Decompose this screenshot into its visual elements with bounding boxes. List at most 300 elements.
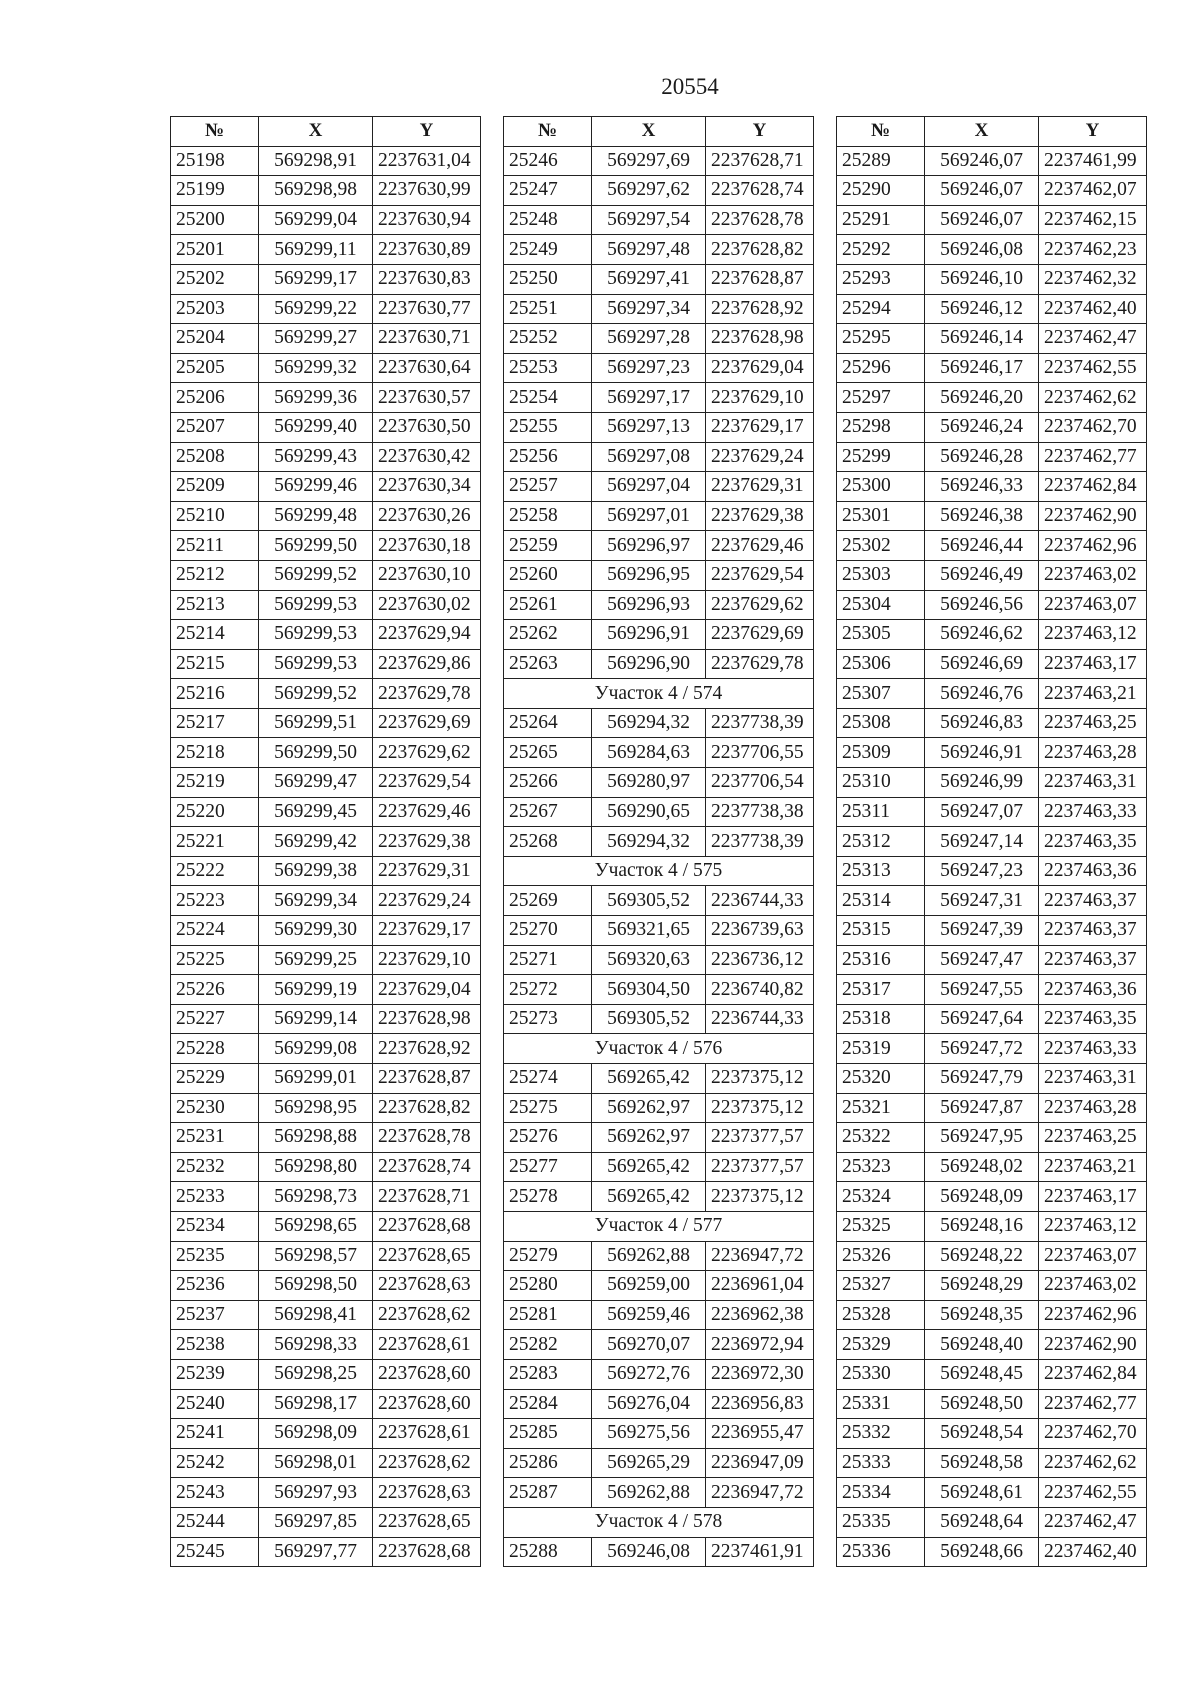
column-header-number: № xyxy=(171,117,259,147)
y-coordinate-cell: 2237629,78 xyxy=(706,649,814,679)
x-coordinate-cell: 569297,77 xyxy=(259,1537,373,1567)
y-coordinate-cell: 2237463,35 xyxy=(1039,827,1147,857)
point-number-cell: 25276 xyxy=(504,1123,592,1153)
table-row xyxy=(504,235,814,265)
x-coordinate-cell: 569299,53 xyxy=(259,590,373,620)
table-row xyxy=(837,1034,1147,1064)
y-coordinate-cell: 2237630,99 xyxy=(373,176,481,206)
point-number-cell: 25206 xyxy=(171,383,259,413)
table-row xyxy=(504,176,814,206)
x-coordinate-cell: 569299,04 xyxy=(259,205,373,235)
x-coordinate-cell: 569299,01 xyxy=(259,1064,373,1094)
table-row xyxy=(171,1448,481,1478)
x-coordinate-cell: 569248,58 xyxy=(925,1448,1039,1478)
point-number-cell: 25307 xyxy=(837,679,925,709)
point-number-cell: 25244 xyxy=(171,1507,259,1537)
y-coordinate-cell: 2237463,21 xyxy=(1039,679,1147,709)
x-coordinate-cell: 569299,36 xyxy=(259,383,373,413)
y-coordinate-cell: 2237463,21 xyxy=(1039,1152,1147,1182)
y-coordinate-cell: 2237462,40 xyxy=(1039,1537,1147,1567)
table-row xyxy=(504,1064,814,1094)
point-number-cell: 25328 xyxy=(837,1300,925,1330)
table-row xyxy=(171,827,481,857)
y-coordinate-cell: 2237377,57 xyxy=(706,1123,814,1153)
table-row xyxy=(504,1004,814,1034)
y-coordinate-cell: 2237463,28 xyxy=(1039,738,1147,768)
point-number-cell: 25237 xyxy=(171,1300,259,1330)
x-coordinate-cell: 569299,43 xyxy=(259,442,373,472)
y-coordinate-cell: 2237631,04 xyxy=(373,146,481,176)
table-row xyxy=(837,1211,1147,1241)
y-coordinate-cell: 2237629,62 xyxy=(373,738,481,768)
point-number-cell: 25292 xyxy=(837,235,925,265)
point-number-cell: 25322 xyxy=(837,1123,925,1153)
y-coordinate-cell: 2237462,90 xyxy=(1039,501,1147,531)
point-number-cell: 25199 xyxy=(171,176,259,206)
point-number-cell: 25282 xyxy=(504,1330,592,1360)
x-coordinate-cell: 569299,34 xyxy=(259,886,373,916)
y-coordinate-cell: 2237463,17 xyxy=(1039,1182,1147,1212)
point-number-cell: 25305 xyxy=(837,620,925,650)
point-number-cell: 25293 xyxy=(837,264,925,294)
y-coordinate-cell: 2237628,61 xyxy=(373,1419,481,1449)
y-coordinate-cell: 2237462,62 xyxy=(1039,383,1147,413)
point-number-cell: 25314 xyxy=(837,886,925,916)
x-coordinate-cell: 569294,32 xyxy=(592,827,706,857)
table-row xyxy=(171,1359,481,1389)
point-number-cell: 25236 xyxy=(171,1271,259,1301)
table-row xyxy=(504,1478,814,1508)
point-number-cell: 25323 xyxy=(837,1152,925,1182)
point-number-cell: 25264 xyxy=(504,708,592,738)
y-coordinate-cell: 2237462,84 xyxy=(1039,472,1147,502)
x-coordinate-cell: 569298,65 xyxy=(259,1211,373,1241)
y-coordinate-cell: 2237463,36 xyxy=(1039,975,1147,1005)
point-number-cell: 25234 xyxy=(171,1211,259,1241)
table-row xyxy=(171,205,481,235)
x-coordinate-cell: 569297,28 xyxy=(592,324,706,354)
y-coordinate-cell: 2237628,65 xyxy=(373,1507,481,1537)
x-coordinate-cell: 569299,25 xyxy=(259,945,373,975)
point-number-cell: 25223 xyxy=(171,886,259,916)
y-coordinate-cell: 2237462,84 xyxy=(1039,1359,1147,1389)
x-coordinate-cell: 569259,00 xyxy=(592,1271,706,1301)
table-row xyxy=(837,324,1147,354)
x-coordinate-cell: 569246,20 xyxy=(925,383,1039,413)
x-coordinate-cell: 569299,38 xyxy=(259,856,373,886)
y-coordinate-cell: 2236947,72 xyxy=(706,1241,814,1271)
y-coordinate-cell: 2237462,55 xyxy=(1039,1478,1147,1508)
y-coordinate-cell: 2237463,36 xyxy=(1039,856,1147,886)
table-row xyxy=(171,560,481,590)
x-coordinate-cell: 569298,41 xyxy=(259,1300,373,1330)
y-coordinate-cell: 2237630,02 xyxy=(373,590,481,620)
section-label: Участок 4 / 577 xyxy=(504,1211,814,1241)
x-coordinate-cell: 569247,23 xyxy=(925,856,1039,886)
x-coordinate-cell: 569262,97 xyxy=(592,1123,706,1153)
table-row xyxy=(504,1389,814,1419)
point-number-cell: 25218 xyxy=(171,738,259,768)
point-number-cell: 25278 xyxy=(504,1182,592,1212)
x-coordinate-cell: 569296,93 xyxy=(592,590,706,620)
point-number-cell: 25240 xyxy=(171,1389,259,1419)
table-row xyxy=(837,886,1147,916)
point-number-cell: 25210 xyxy=(171,501,259,531)
table-row xyxy=(171,472,481,502)
column-header-y: Y xyxy=(706,117,814,147)
table-row xyxy=(171,916,481,946)
point-number-cell: 25302 xyxy=(837,531,925,561)
section-row xyxy=(504,856,814,886)
column-header-y: Y xyxy=(373,117,481,147)
section-row xyxy=(504,1211,814,1241)
y-coordinate-cell: 2237629,10 xyxy=(706,383,814,413)
x-coordinate-cell: 569262,97 xyxy=(592,1093,706,1123)
y-coordinate-cell: 2237375,12 xyxy=(706,1064,814,1094)
table-row xyxy=(504,205,814,235)
x-coordinate-cell: 569298,17 xyxy=(259,1389,373,1419)
table-row xyxy=(171,176,481,206)
x-coordinate-cell: 569297,04 xyxy=(592,472,706,502)
table-row xyxy=(171,442,481,472)
point-number-cell: 25198 xyxy=(171,146,259,176)
table-row xyxy=(171,1537,481,1567)
x-coordinate-cell: 569246,38 xyxy=(925,501,1039,531)
y-coordinate-cell: 2237629,17 xyxy=(373,916,481,946)
point-number-cell: 25275 xyxy=(504,1093,592,1123)
y-coordinate-cell: 2237628,92 xyxy=(706,294,814,324)
x-coordinate-cell: 569297,01 xyxy=(592,501,706,531)
x-coordinate-cell: 569247,87 xyxy=(925,1093,1039,1123)
table-row xyxy=(837,1123,1147,1153)
point-number-cell: 25317 xyxy=(837,975,925,1005)
table-row xyxy=(171,679,481,709)
y-coordinate-cell: 2237629,94 xyxy=(373,620,481,650)
y-coordinate-cell: 2237706,55 xyxy=(706,738,814,768)
point-number-cell: 25202 xyxy=(171,264,259,294)
x-coordinate-cell: 569297,34 xyxy=(592,294,706,324)
table-row xyxy=(171,324,481,354)
y-coordinate-cell: 2237463,07 xyxy=(1039,590,1147,620)
table-row xyxy=(504,620,814,650)
y-coordinate-cell: 2237462,55 xyxy=(1039,353,1147,383)
point-number-cell: 25283 xyxy=(504,1359,592,1389)
x-coordinate-cell: 569299,22 xyxy=(259,294,373,324)
table-row xyxy=(837,501,1147,531)
point-number-cell: 25214 xyxy=(171,620,259,650)
y-coordinate-cell: 2237630,64 xyxy=(373,353,481,383)
table-row xyxy=(171,590,481,620)
point-number-cell: 25320 xyxy=(837,1064,925,1094)
x-coordinate-cell: 569265,29 xyxy=(592,1448,706,1478)
y-coordinate-cell: 2237628,98 xyxy=(373,1004,481,1034)
x-coordinate-cell: 569247,72 xyxy=(925,1034,1039,1064)
x-coordinate-cell: 569246,07 xyxy=(925,146,1039,176)
point-number-cell: 25263 xyxy=(504,649,592,679)
point-number-cell: 25319 xyxy=(837,1034,925,1064)
point-number-cell: 25321 xyxy=(837,1093,925,1123)
x-coordinate-cell: 569299,53 xyxy=(259,649,373,679)
point-number-cell: 25222 xyxy=(171,856,259,886)
x-coordinate-cell: 569298,25 xyxy=(259,1359,373,1389)
y-coordinate-cell: 2237630,77 xyxy=(373,294,481,324)
x-coordinate-cell: 569299,27 xyxy=(259,324,373,354)
y-coordinate-cell: 2237463,33 xyxy=(1039,797,1147,827)
y-coordinate-cell: 2237630,94 xyxy=(373,205,481,235)
x-coordinate-cell: 569265,42 xyxy=(592,1152,706,1182)
x-coordinate-cell: 569248,35 xyxy=(925,1300,1039,1330)
point-number-cell: 25225 xyxy=(171,945,259,975)
point-number-cell: 25269 xyxy=(504,886,592,916)
table-row xyxy=(837,738,1147,768)
table-row xyxy=(504,353,814,383)
y-coordinate-cell: 2237628,71 xyxy=(706,146,814,176)
x-coordinate-cell: 569304,50 xyxy=(592,975,706,1005)
y-coordinate-cell: 2237630,42 xyxy=(373,442,481,472)
y-coordinate-cell: 2237461,91 xyxy=(706,1537,814,1567)
point-number-cell: 25335 xyxy=(837,1507,925,1537)
y-coordinate-cell: 2236744,33 xyxy=(706,1004,814,1034)
y-coordinate-cell: 2237375,12 xyxy=(706,1182,814,1212)
y-coordinate-cell: 2237628,74 xyxy=(706,176,814,206)
y-coordinate-cell: 2237630,89 xyxy=(373,235,481,265)
x-coordinate-cell: 569246,33 xyxy=(925,472,1039,502)
y-coordinate-cell: 2237463,07 xyxy=(1039,1241,1147,1271)
x-coordinate-cell: 569247,31 xyxy=(925,886,1039,916)
y-coordinate-cell: 2237628,61 xyxy=(373,1330,481,1360)
table-row xyxy=(837,1330,1147,1360)
point-number-cell: 25289 xyxy=(837,146,925,176)
y-coordinate-cell: 2237628,62 xyxy=(373,1300,481,1330)
x-coordinate-cell: 569299,30 xyxy=(259,916,373,946)
point-number-cell: 25303 xyxy=(837,560,925,590)
section-row xyxy=(504,1507,814,1537)
point-number-cell: 25221 xyxy=(171,827,259,857)
point-number-cell: 25245 xyxy=(171,1537,259,1567)
table-row xyxy=(171,501,481,531)
y-coordinate-cell: 2237706,54 xyxy=(706,768,814,798)
x-coordinate-cell: 569298,73 xyxy=(259,1182,373,1212)
y-coordinate-cell: 2236972,94 xyxy=(706,1330,814,1360)
point-number-cell: 25295 xyxy=(837,324,925,354)
y-coordinate-cell: 2237628,92 xyxy=(373,1034,481,1064)
point-number-cell: 25280 xyxy=(504,1271,592,1301)
x-coordinate-cell: 569298,33 xyxy=(259,1330,373,1360)
point-number-cell: 25242 xyxy=(171,1448,259,1478)
y-coordinate-cell: 2236961,04 xyxy=(706,1271,814,1301)
table-row xyxy=(837,1004,1147,1034)
x-coordinate-cell: 569272,76 xyxy=(592,1359,706,1389)
column-header-number: № xyxy=(837,117,925,147)
y-coordinate-cell: 2237629,54 xyxy=(706,560,814,590)
point-number-cell: 25212 xyxy=(171,560,259,590)
y-coordinate-cell: 2237463,02 xyxy=(1039,560,1147,590)
y-coordinate-cell: 2237375,12 xyxy=(706,1093,814,1123)
table-row xyxy=(171,1211,481,1241)
table-row xyxy=(171,1064,481,1094)
table-row xyxy=(837,383,1147,413)
table-row xyxy=(171,1478,481,1508)
table-row xyxy=(837,590,1147,620)
section-label: Участок 4 / 578 xyxy=(504,1507,814,1537)
point-number-cell: 25281 xyxy=(504,1300,592,1330)
table-row xyxy=(837,176,1147,206)
y-coordinate-cell: 2237630,83 xyxy=(373,264,481,294)
point-number-cell: 25215 xyxy=(171,649,259,679)
table-row xyxy=(171,1034,481,1064)
y-coordinate-cell: 2237628,68 xyxy=(373,1211,481,1241)
point-number-cell: 25259 xyxy=(504,531,592,561)
y-coordinate-cell: 2237628,63 xyxy=(373,1478,481,1508)
x-coordinate-cell: 569299,46 xyxy=(259,472,373,502)
table-header-row xyxy=(171,117,481,147)
table-row xyxy=(837,916,1147,946)
table-row xyxy=(837,1064,1147,1094)
table-row xyxy=(837,856,1147,886)
y-coordinate-cell: 2237628,68 xyxy=(373,1537,481,1567)
column-header-number: № xyxy=(504,117,592,147)
table-row xyxy=(837,412,1147,442)
coordinates-table-3 xyxy=(836,116,1147,1567)
point-number-cell: 25231 xyxy=(171,1123,259,1153)
y-coordinate-cell: 2237463,37 xyxy=(1039,916,1147,946)
point-number-cell: 25326 xyxy=(837,1241,925,1271)
point-number-cell: 25208 xyxy=(171,442,259,472)
table-row xyxy=(504,294,814,324)
x-coordinate-cell: 569270,07 xyxy=(592,1330,706,1360)
x-coordinate-cell: 569262,88 xyxy=(592,1241,706,1271)
table-row xyxy=(837,1507,1147,1537)
x-coordinate-cell: 569246,08 xyxy=(925,235,1039,265)
column-header-x: X xyxy=(592,117,706,147)
x-coordinate-cell: 569284,63 xyxy=(592,738,706,768)
x-coordinate-cell: 569299,50 xyxy=(259,738,373,768)
x-coordinate-cell: 569246,12 xyxy=(925,294,1039,324)
point-number-cell: 25310 xyxy=(837,768,925,798)
table-row xyxy=(504,472,814,502)
table-row xyxy=(504,1330,814,1360)
point-number-cell: 25201 xyxy=(171,235,259,265)
x-coordinate-cell: 569247,07 xyxy=(925,797,1039,827)
table-row xyxy=(837,975,1147,1005)
table-row xyxy=(837,264,1147,294)
y-coordinate-cell: 2237628,87 xyxy=(373,1064,481,1094)
point-number-cell: 25251 xyxy=(504,294,592,324)
point-number-cell: 25279 xyxy=(504,1241,592,1271)
table-header-row xyxy=(504,117,814,147)
y-coordinate-cell: 2237628,60 xyxy=(373,1389,481,1419)
x-coordinate-cell: 569246,56 xyxy=(925,590,1039,620)
x-coordinate-cell: 569246,17 xyxy=(925,353,1039,383)
point-number-cell: 25268 xyxy=(504,827,592,857)
point-number-cell: 25253 xyxy=(504,353,592,383)
table-row xyxy=(504,1152,814,1182)
x-coordinate-cell: 569321,65 xyxy=(592,916,706,946)
table-row xyxy=(504,649,814,679)
point-number-cell: 25250 xyxy=(504,264,592,294)
table-row xyxy=(837,1478,1147,1508)
y-coordinate-cell: 2237629,31 xyxy=(706,472,814,502)
table-row xyxy=(171,1004,481,1034)
x-coordinate-cell: 569299,19 xyxy=(259,975,373,1005)
table-row xyxy=(837,146,1147,176)
y-coordinate-cell: 2237463,31 xyxy=(1039,768,1147,798)
y-coordinate-cell: 2237629,46 xyxy=(373,797,481,827)
x-coordinate-cell: 569299,45 xyxy=(259,797,373,827)
point-number-cell: 25238 xyxy=(171,1330,259,1360)
point-number-cell: 25330 xyxy=(837,1359,925,1389)
table-row xyxy=(504,412,814,442)
table-row xyxy=(504,886,814,916)
table-row xyxy=(504,738,814,768)
table-row xyxy=(171,1507,481,1537)
y-coordinate-cell: 2237629,54 xyxy=(373,768,481,798)
point-number-cell: 25243 xyxy=(171,1478,259,1508)
table-row xyxy=(171,1300,481,1330)
table-row xyxy=(837,1389,1147,1419)
x-coordinate-cell: 569299,51 xyxy=(259,708,373,738)
y-coordinate-cell: 2237462,23 xyxy=(1039,235,1147,265)
table-row xyxy=(171,1182,481,1212)
x-coordinate-cell: 569296,95 xyxy=(592,560,706,590)
x-coordinate-cell: 569296,91 xyxy=(592,620,706,650)
table-row xyxy=(837,1241,1147,1271)
y-coordinate-cell: 2237463,28 xyxy=(1039,1093,1147,1123)
x-coordinate-cell: 569297,17 xyxy=(592,383,706,413)
table-row xyxy=(837,797,1147,827)
table-row xyxy=(504,1419,814,1449)
x-coordinate-cell: 569294,32 xyxy=(592,708,706,738)
y-coordinate-cell: 2237630,26 xyxy=(373,501,481,531)
point-number-cell: 25294 xyxy=(837,294,925,324)
table-row xyxy=(837,1300,1147,1330)
x-coordinate-cell: 569247,55 xyxy=(925,975,1039,1005)
table-row xyxy=(837,1093,1147,1123)
y-coordinate-cell: 2237629,04 xyxy=(706,353,814,383)
point-number-cell: 25219 xyxy=(171,768,259,798)
x-coordinate-cell: 569246,10 xyxy=(925,264,1039,294)
table-row xyxy=(171,1389,481,1419)
y-coordinate-cell: 2237628,78 xyxy=(373,1123,481,1153)
x-coordinate-cell: 569297,93 xyxy=(259,1478,373,1508)
y-coordinate-cell: 2236740,82 xyxy=(706,975,814,1005)
point-number-cell: 25296 xyxy=(837,353,925,383)
y-coordinate-cell: 2237463,33 xyxy=(1039,1034,1147,1064)
point-number-cell: 25272 xyxy=(504,975,592,1005)
x-coordinate-cell: 569299,42 xyxy=(259,827,373,857)
x-coordinate-cell: 569299,14 xyxy=(259,1004,373,1034)
point-number-cell: 25277 xyxy=(504,1152,592,1182)
table-row xyxy=(171,945,481,975)
x-coordinate-cell: 569299,53 xyxy=(259,620,373,650)
point-number-cell: 25260 xyxy=(504,560,592,590)
y-coordinate-cell: 2237630,57 xyxy=(373,383,481,413)
point-number-cell: 25241 xyxy=(171,1419,259,1449)
table-row xyxy=(837,708,1147,738)
y-coordinate-cell: 2237629,04 xyxy=(373,975,481,1005)
table-row xyxy=(171,1419,481,1449)
table-row xyxy=(504,1448,814,1478)
x-coordinate-cell: 569248,54 xyxy=(925,1419,1039,1449)
table-row xyxy=(504,1537,814,1567)
x-coordinate-cell: 569299,47 xyxy=(259,768,373,798)
x-coordinate-cell: 569290,65 xyxy=(592,797,706,827)
point-number-cell: 25300 xyxy=(837,472,925,502)
x-coordinate-cell: 569248,22 xyxy=(925,1241,1039,1271)
table-row xyxy=(504,264,814,294)
y-coordinate-cell: 2237628,82 xyxy=(373,1093,481,1123)
x-coordinate-cell: 569297,08 xyxy=(592,442,706,472)
